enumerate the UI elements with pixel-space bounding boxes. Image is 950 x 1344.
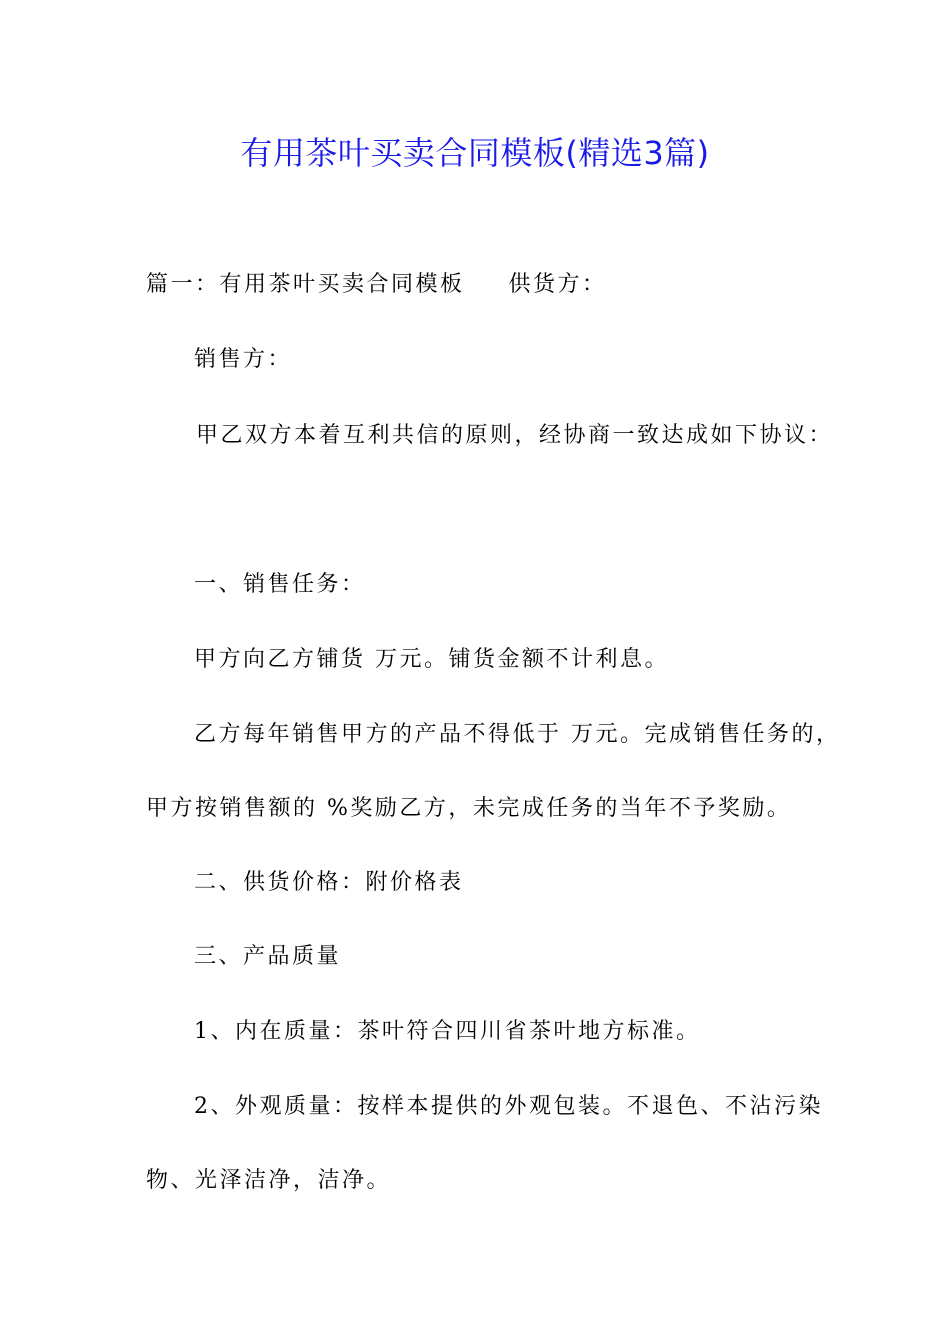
supplier-label: 供货方：	[508, 272, 607, 297]
clause-1-paragraph-1: 甲方向乙方铺货 万元。铺货金额不计利息。	[194, 647, 669, 672]
clause-2-heading: 二、供货价格：附价格表	[194, 870, 464, 895]
clause-3-heading: 三、产品质量	[194, 944, 342, 969]
section-heading-line	[146, 270, 607, 300]
clause-1-paragraph-2-line-2: 甲方按销售额的 %奖励乙方，未完成任务的当年不予奖励。	[146, 796, 792, 821]
intro-paragraph: 甲乙双方本着互利共信的原则，经协商一致达成如下协议：	[196, 423, 834, 448]
clause-3-item-2-line-1: 2、外观质量：按样本提供的外观包装。不退色、不沾污染	[194, 1094, 823, 1119]
section-heading: 篇一：有用茶叶买卖合同模板	[146, 272, 465, 297]
clause-3-item-1: 1、内在质量：茶叶符合四川省茶叶地方标准。	[194, 1019, 701, 1044]
clause-1-heading: 一、销售任务：	[194, 572, 366, 597]
document-title: 有用茶叶买卖合同模板(精选3篇)	[240, 134, 710, 172]
clause-1-paragraph-2-line-1: 乙方每年销售甲方的产品不得低于 万元。完成销售任务的，	[194, 722, 841, 747]
seller-label: 销售方：	[194, 347, 293, 372]
clause-3-item-2-line-2: 物、光泽洁净，洁净。	[146, 1168, 392, 1193]
